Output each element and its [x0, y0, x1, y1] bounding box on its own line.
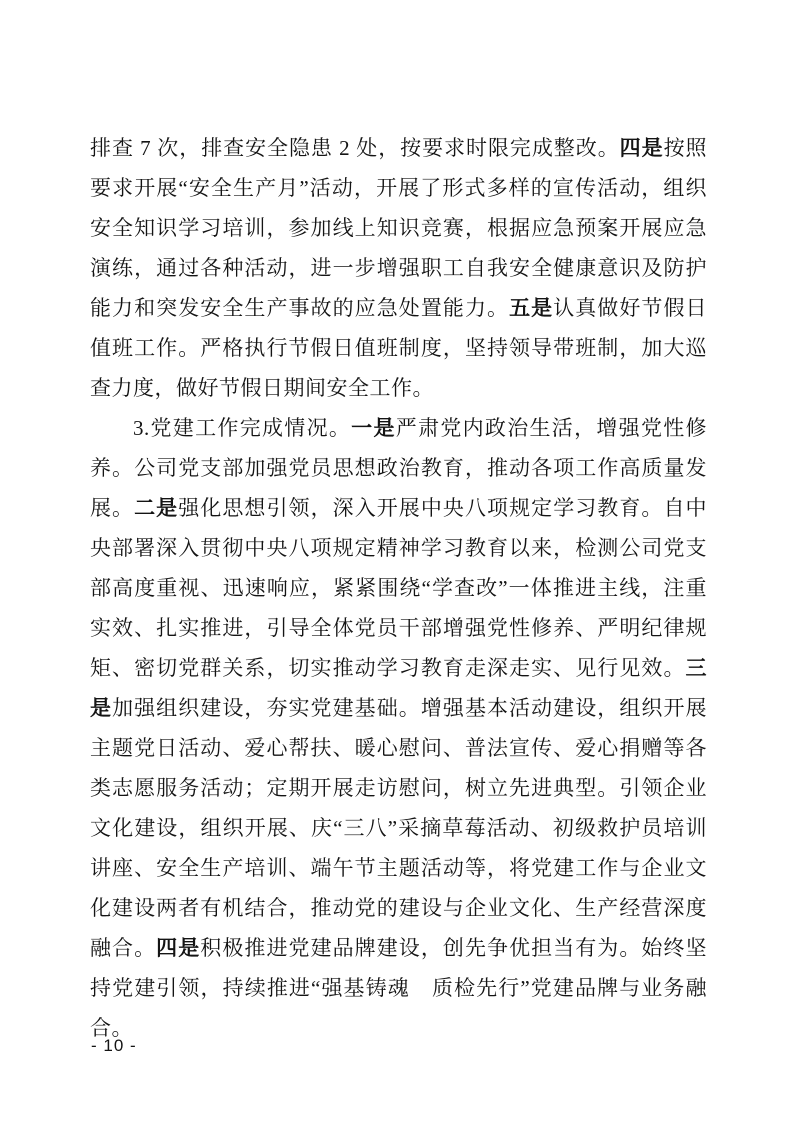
emphasis-text: 四是	[156, 936, 201, 960]
text-segment: 3.党建工作完成情况。	[133, 416, 352, 440]
emphasis-text: 一是	[351, 416, 396, 440]
emphasis-text: 二是	[134, 496, 179, 520]
text-segment: 严肃党内政治生活，增强党性修养。公司党支部加强党员思想政治教育，推动各项工作高质量发展。	[90, 416, 708, 520]
paragraph	[90, 408, 707, 1048]
page-number: - 10 -	[91, 1036, 137, 1055]
text-segment: 积极推进党建品牌建设，创先争优担当有为。始终坚持党建引领，持续推进“强基铸魂 质检先行”党建品牌与业务融合。	[90, 936, 708, 1040]
paragraph	[90, 128, 707, 408]
emphasis-text: 三是	[90, 656, 707, 720]
emphasis-text: 五是	[509, 296, 554, 320]
text-segment: 认真做好节假日值班工作。严格执行节假日值班制度，坚持领导带班制，加大巡查力度，做好节假日期间安全工作。	[90, 296, 708, 400]
document-body	[90, 128, 707, 1048]
text-segment: 排查 7 次，排查安全隐患 2 处，按要求时限完成整改。	[90, 136, 620, 160]
emphasis-text: 四是	[619, 136, 664, 160]
text-segment: 强化思想引领，深入开展中央八项规定学习教育。自中央部署深入贯彻中央八项规定精神学习教育以来，检测公司党支部高度重视、迅速响应，紧紧围绕“学查改”一体推进主线，注重实效、扎实推进，引导全体党员干部增强党性修养、严明纪律规矩、密切党群关系，切实推动学习教育走深走实、见行见效。	[90, 496, 708, 680]
text-segment: 加强组织建设，夯实党建基础。增强基本活动建设，组织开展主题党日活动、爱心帮扶、暖心慰问、普法宣传、爱心捐赠等各类志愿服务活动；定期开展走访慰问，树立先进典型。引领企业文化建设，组织开展、庆“三八”采摘草莓活动、初级救护员培训讲座、安全生产培训、端午节主题活动等，将党建工作与企业文化建设两者有机结合，推动党的建设与企业文化、生产经营深度融合。	[90, 696, 708, 960]
text-segment: 按照要求开展“安全生产月”活动，开展了形式多样的宣传活动，组织安全知识学习培训，参加线上知识竞赛，根据应急预案开展应急演练，通过各种活动，进一步增强职工自我安全健康意识及防护能力和突发安全生产事故的应急处置能力。	[90, 136, 708, 320]
